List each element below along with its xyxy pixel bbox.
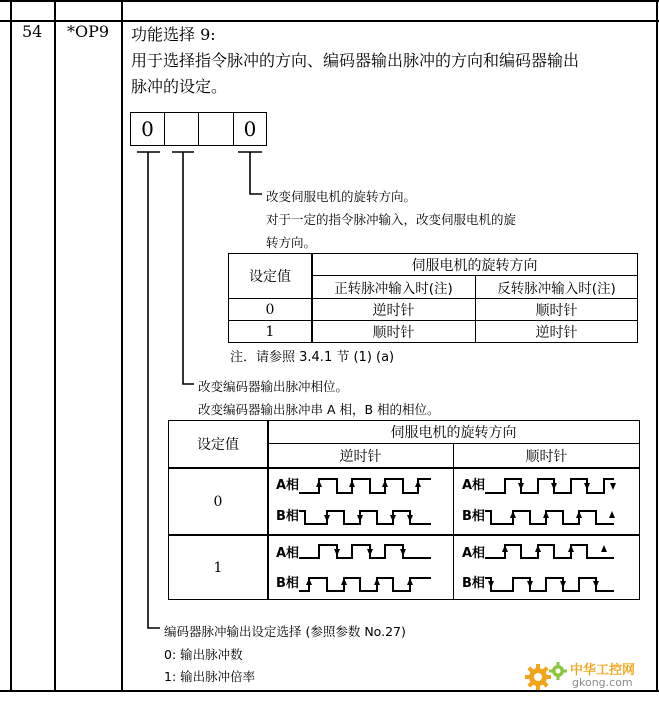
section1-note: 注．请参照 3.4.1 节 (1) (a) xyxy=(230,350,395,365)
table2-setting-header: 设定值 xyxy=(197,437,239,453)
table1-row1-rev: 逆时针 xyxy=(535,324,578,341)
table2-ccw-header: 逆时针 xyxy=(339,448,382,465)
digit-box-1: 0 xyxy=(130,112,165,146)
digit-box-4: 0 xyxy=(233,112,267,146)
row1-ccw-phase-b-label: B相 xyxy=(276,576,299,591)
row0-ccw-phase-b-label: B相 xyxy=(276,509,299,524)
table1-group-header: 伺服电机的旋转方向 xyxy=(411,257,538,274)
watermark-brand: 中华工控网 xyxy=(570,663,636,678)
row-number: 54 xyxy=(22,22,43,41)
section3-heading: 编码器脉冲输出设定选择 (参照参数 No.27) xyxy=(164,624,406,639)
table1-rev-header: 反转脉冲输入时(注) xyxy=(497,281,616,297)
gear-icon xyxy=(520,655,570,695)
table2-row1-value: 1 xyxy=(213,559,223,576)
direction-table xyxy=(228,253,638,343)
phase-table xyxy=(168,420,640,600)
row1-ccw-phase-a-label: A相 xyxy=(276,546,300,561)
table1-row0-fwd: 逆时针 xyxy=(372,302,415,319)
pulse-waveforms xyxy=(169,421,639,599)
section1-desc-line-1: 对于一定的指令脉冲输入，改变伺服电机的旋 xyxy=(266,212,517,227)
section1-desc-line-2: 转方向。 xyxy=(266,235,317,250)
table1-row0-value: 0 xyxy=(265,301,275,318)
table2-cw-header: 顺时针 xyxy=(525,448,568,465)
section2-desc: 改变编码器输出脉冲串 A 相，B 相的相位。 xyxy=(198,402,440,417)
row0-cw-phase-a-label: A相 xyxy=(462,478,486,493)
section2-heading: 改变编码器输出脉冲相位。 xyxy=(198,379,349,394)
function-title: 功能选择 9: xyxy=(131,25,216,44)
table2-group-header: 伺服电机的旋转方向 xyxy=(390,425,517,441)
watermark xyxy=(520,655,650,695)
row1-cw-phase-b-label: B相 xyxy=(462,576,485,591)
param-name: *OP9 xyxy=(67,22,110,41)
table1-row0-rev: 顺时针 xyxy=(535,302,578,319)
description-line-1: 用于选择指令脉冲的方向、编码器输出脉冲的方向和编码器输出 xyxy=(131,51,580,70)
description-line-2: 脉冲的设定。 xyxy=(131,77,228,96)
table1-row1-value: 1 xyxy=(265,323,275,340)
section3-option-0: 0: 输出脉冲数 xyxy=(164,647,243,662)
table1-row1-fwd: 顺时针 xyxy=(372,324,415,341)
table2-row0-value: 0 xyxy=(213,493,223,510)
table1-setting-header: 设定值 xyxy=(249,269,291,285)
row0-cw-phase-b-label: B相 xyxy=(462,509,485,524)
row1-cw-phase-a-label: A相 xyxy=(462,546,486,561)
section1-heading: 改变伺服电机的旋转方向。 xyxy=(266,189,417,204)
section3-option-1: 1: 输出脉冲倍率 xyxy=(164,669,256,684)
watermark-url: gkong.com xyxy=(572,676,633,689)
table1-fwd-header: 正转脉冲输入时(注) xyxy=(334,281,453,297)
row0-ccw-phase-a-label: A相 xyxy=(276,478,300,493)
